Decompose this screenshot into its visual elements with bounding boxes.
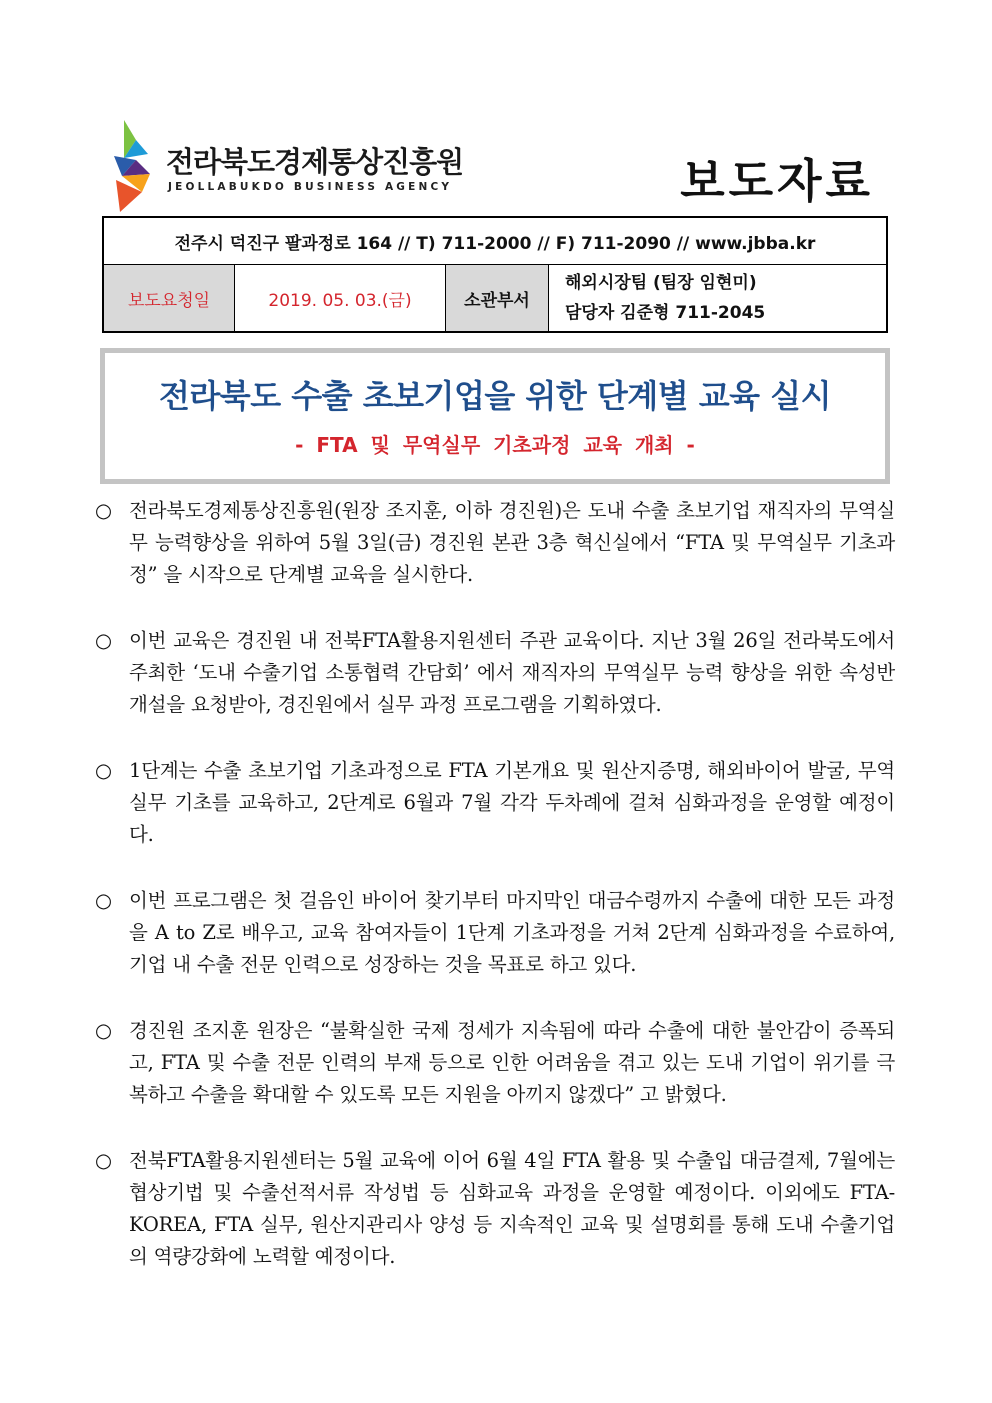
org-name: 전라북도경제통상진흥원 (166, 145, 464, 179)
bullet-circle-icon: ○ (95, 499, 112, 522)
paragraph-text: 전북FTA활용지원센터는 5월 교육에 이어 6월 4일 FTA 활용 및 수출입 대금결제, 7월에는 협상기법 및 수출선적서류 작성법 등 심화교육 과정을 운영할 예정이다. 이외에도 FTA-KOREA, FTA 실무, 원산지관리사 양성 등 지속적인 교육 및 설명회를 통해 도내 수출기업의 역량강화에 노력할 예정이다. (129, 1149, 895, 1268)
paragraph (95, 755, 895, 851)
info-table (102, 216, 888, 333)
headline-box (100, 348, 890, 484)
paragraph (95, 495, 895, 591)
paragraph (95, 625, 895, 721)
paragraph (95, 885, 895, 981)
department-team: 해외시장팀 (팀장 임현미) (565, 273, 757, 293)
org-name-en: JEOLLABUKDO BUSINESS AGENCY (168, 181, 453, 193)
request-date: 2019. 05. 03.(금) (235, 265, 446, 333)
paragraph (95, 1145, 895, 1273)
contact-info: 전주시 덕진구 팔과정로 164 // T) 711-2000 // F) 711-2090 // www.jbba.kr (103, 217, 887, 265)
bullet-circle-icon: ○ (95, 1019, 112, 1042)
bullet-circle-icon: ○ (95, 629, 112, 652)
org-logo (106, 118, 464, 214)
bullet-circle-icon: ○ (95, 889, 112, 912)
paragraph-text: 이번 프로그램은 첫 걸음인 바이어 찾기부터 마지막인 대금수령까지 수출에 대한 모든 과정을 A to Z로 배우고, 교육 참여자들이 1단계 기초과정을 거쳐 2단계 심화과정을 수료하여, 기업 내 수출 전문 인력으로 성장하는 것을 목표로 하고 있다. (129, 889, 895, 976)
request-date-label: 보도요청일 (103, 265, 235, 333)
bullet-circle-icon: ○ (95, 759, 112, 782)
paragraph-text: 1단계는 수출 초보기업 기초과정으로 FTA 기본개요 및 원산지증명, 해외바이어 발굴, 무역실무 기초를 교육하고, 2단계로 6월과 7월 각각 두차례에 걸쳐 심화과정을 운영할 예정이다. (129, 759, 895, 846)
headline-title: 전라북도 수출 초보기업을 위한 단계별 교육 실시 (158, 377, 832, 415)
department-contact: 담당자 김준형 711-2045 (565, 303, 766, 323)
paragraph-text: 경진원 조지훈 원장은 “불확실한 국제 정세가 지속됨에 따라 수출에 대한 불안감이 증폭되고, FTA 및 수출 전문 인력의 부재 등으로 인한 어려움을 겪고 있는 도내 기업이 위기를 극복하고 수출을 확대할 수 있도록 모든 지원을 아끼지 않겠다” 고 밝혔다. (129, 1019, 895, 1106)
paragraph (95, 1015, 895, 1111)
document-type: 보도자료 (680, 154, 874, 208)
department-info (549, 265, 888, 333)
paragraph-text: 전라북도경제통상진흥원(원장 조지훈, 이하 경진원)은 도내 수출 초보기업 재직자의 무역실무 능력향상을 위하여 5월 3일(금) 경진원 본관 3층 혁신실에서 “FTA 및 무역실무 기초과정” 을 시작으로 단계별 교육을 실시한다. (129, 499, 895, 586)
headline-subtitle: - FTA 및 무역실무 기초과정 교육 개최 - (295, 433, 695, 457)
paragraph-text: 이번 교육은 경진원 내 전북FTA활용지원센터 주관 교육이다. 지난 3월 26일 전라북도에서 주최한 ‘도내 수출기업 소통협력 간담회’ 에서 재직자의 무역실무 능력 향상을 위한 속성반 개설을 요청받아, 경진원에서 실무 과정 프로그램을 기획하였다. (129, 629, 895, 716)
logo-mark-icon (106, 118, 162, 214)
department-label: 소관부서 (446, 265, 549, 333)
article-body (95, 495, 895, 1307)
bullet-circle-icon: ○ (95, 1149, 112, 1172)
